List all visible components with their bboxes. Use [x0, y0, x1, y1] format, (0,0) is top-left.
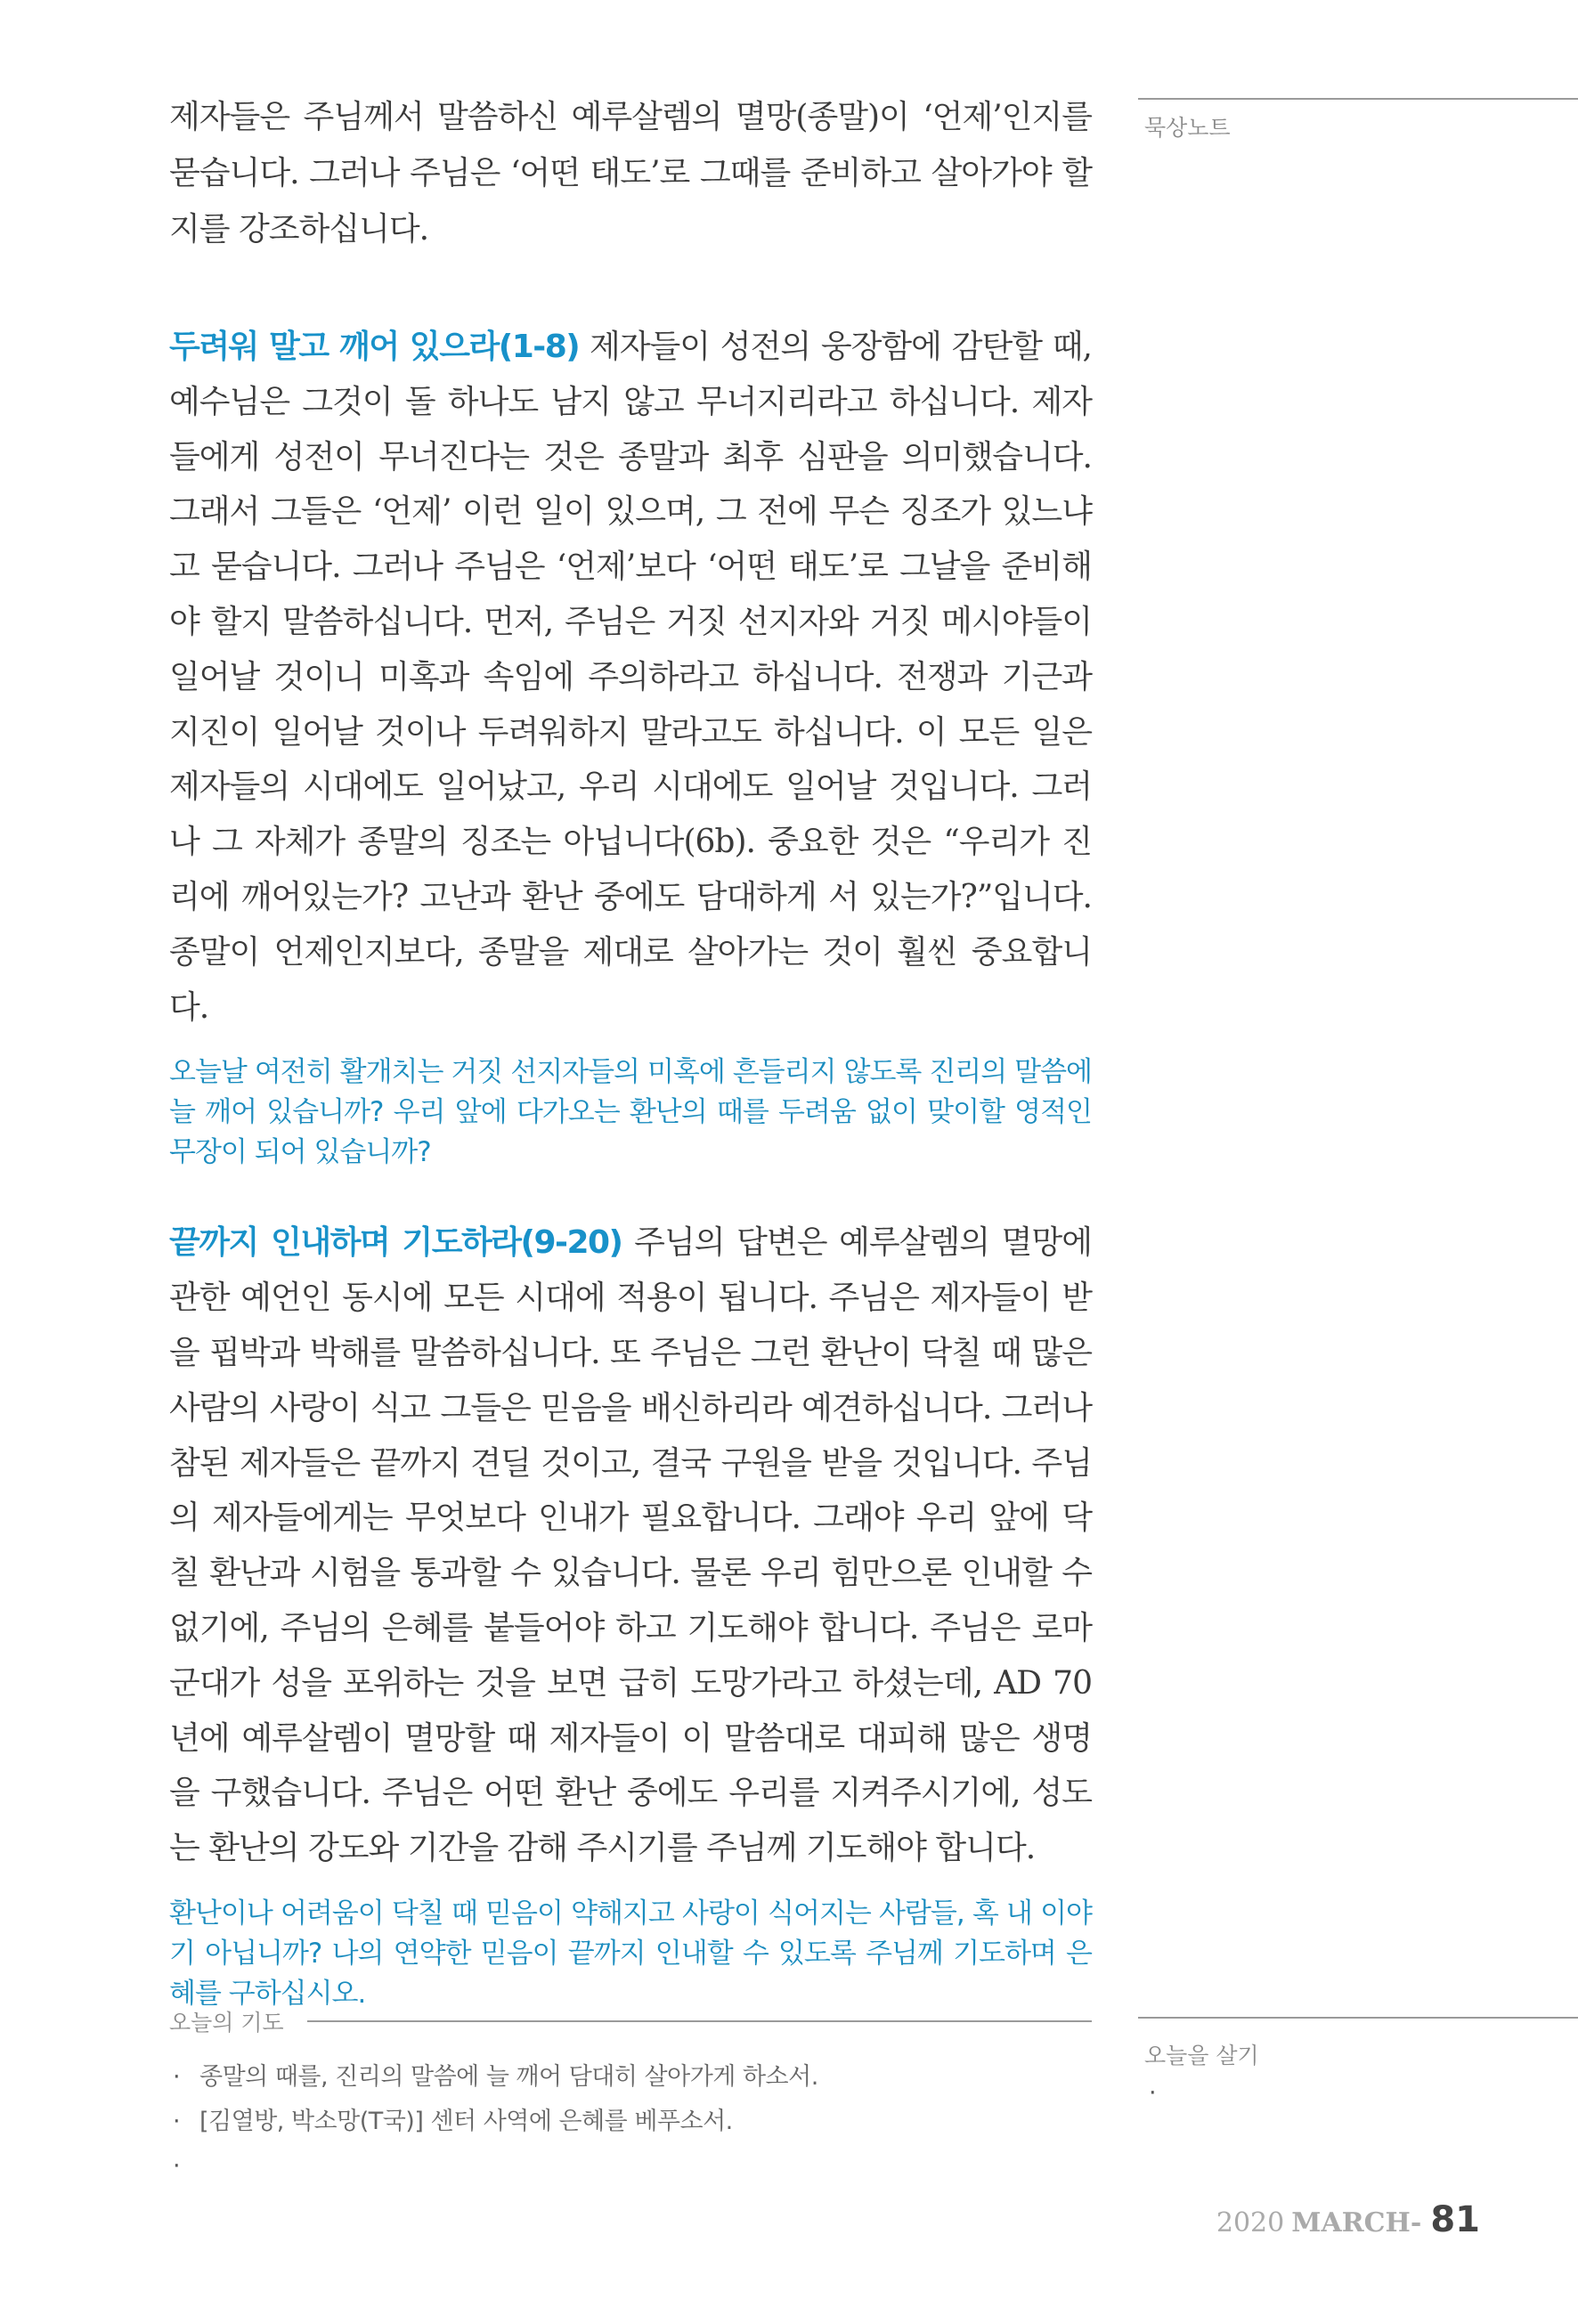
prayer-item: · [김열방, 박소망(T국)] 센터 사역에 은혜를 베푸소서. [169, 2100, 1092, 2144]
prayer-title: 오늘의 기도 [169, 2010, 284, 2036]
footer-year: 2020 [1216, 2207, 1285, 2239]
todays-prayer [169, 2005, 1092, 2189]
prayer-rule [307, 2020, 1092, 2022]
section-2-heading: 끝까지 인내하며 기도하라(9-20) [169, 1224, 622, 1262]
footer-month: MARCH- [1291, 2207, 1422, 2239]
sidebar-top-rule [1138, 98, 1578, 100]
prayer-item [169, 2144, 1092, 2189]
today-live-label: 오늘을 살기 [1144, 2043, 1259, 2068]
prayer-list [169, 2055, 1092, 2189]
section-2-paragraph [169, 1215, 1092, 1876]
prayer-item: · 종말의 때를, 진리의 말씀에 늘 깨어 담대히 살아가게 하소서. [169, 2055, 1092, 2100]
section-2-application: 환난이나 어려움이 닥칠 때 믿음이 약해지고 사랑이 식어지는 사람들, 혹 내 이야기 아닙니까? 나의 연약한 믿음이 끝까지 인내할 수 있도록 주님께 기도하며 은혜를 구하십시오. [169, 1897, 1092, 2010]
intro-paragraph: 제자들은 주님께서 말씀하신 예루살렘의 멸망(종말)이 ‘언제’인지를 묻습니다. 그러나 주님은 ‘어떤 태도’로 그때를 준비하고 살아가야 할지를 강조하십니다. [169, 99, 1092, 248]
today-live-item: · [1149, 2079, 1157, 2107]
prayer-header [169, 2005, 1092, 2037]
page-footer [1216, 2199, 1480, 2240]
section-1-paragraph [169, 320, 1092, 1035]
main-column [169, 89, 1092, 2014]
page-number: 81 [1430, 2199, 1480, 2240]
bullet-dot: · [173, 2108, 181, 2135]
meditation-note-label: 묵상노트 [1144, 115, 1231, 141]
bullet-dot: · [173, 2152, 181, 2180]
section-2-body: 주님의 답변은 예루살렘의 멸망에 관한 예언인 동시에 모든 시대에 적용이 됩니다. 주님은 제자들이 받을 핍박과 박해를 말씀하십니다. 또 주님은 그런 환난이 닥칠 때 많은 사람의 사랑이 식고 그들은 믿음을 배신하리라 예견하십니다. 그러나 참된 제자들은 끝까지 견딜 것이고, 결국 구원을 받을 것입니다. 주님의 제자들에게는 무엇보다 인내가 필요합니다. 그래야 우리 앞에 닥칠 환난과 시험을 통과할 수 있습니다. 물론 우리 힘만으론 인내할 수 없기에, 주님의 은혜를 붙들어야 하고 기도해야 합니다. 주님은 로마 군대가 성을 포위하는 것을 보면 급히 도망가라고 하셨는데, AD 70년에 예루살렘이 멸망할 때 제자들이 이 말씀대로 대피해 많은 생명을 구했습니다. 주님은 어떤 환난 중에도 우리를 지켜주시기에, 성도는 환난의 강도와 기간을 감해 주시기를 주님께 기도해야 합니다. [169, 1224, 1092, 1867]
bullet-dot: · [173, 2063, 181, 2091]
section-1-heading: 두려워 말고 깨어 있으라(1-8) [169, 329, 580, 365]
section-1-application: 오늘날 여전히 활개치는 거짓 선지자들의 미혹에 흔들리지 않도록 진리의 말씀에 늘 깨어 있습니까? 우리 앞에 다가오는 환난의 때를 두려움 없이 맞이할 영적인 무장이 되어 있습니까? [169, 1056, 1092, 1169]
section-1-body: 제자들이 성전의 웅장함에 감탄할 때, 예수님은 그것이 돌 하나도 남지 않고 무너지리라고 하십니다. 제자들에게 성전이 무너진다는 것은 종말과 최후 심판을 의미했습니다. 그래서 그들은 ‘언제’ 이런 일이 있으며, 그 전에 무슨 징조가 있느냐고 묻습니다. 그러나 주님은 ‘언제’보다 ‘어떤 태도’로 그날을 준비해야 할지 말씀하십니다. 먼저, 주님은 거짓 선지자와 거짓 메시야들이 일어날 것이니 미혹과 속임에 주의하라고 하십니다. 전쟁과 기근과 지진이 일어날 것이나 두려워하지 말라고도 하십니다. 이 모든 일은 제자들의 시대에도 일어났고, 우리 시대에도 일어날 것입니다. 그러나 그 자체가 종말의 징조는 아닙니다(6b). 중요한 것은 “우리가 진리에 깨어있는가? 고난과 환난 중에도 담대하게 서 있는가?”입니다. 종말이 언제인지보다, 종말을 제대로 살아가는 것이 훨씬 중요합니다. [169, 329, 1092, 1026]
sidebar-bottom-rule [1138, 2017, 1578, 2019]
